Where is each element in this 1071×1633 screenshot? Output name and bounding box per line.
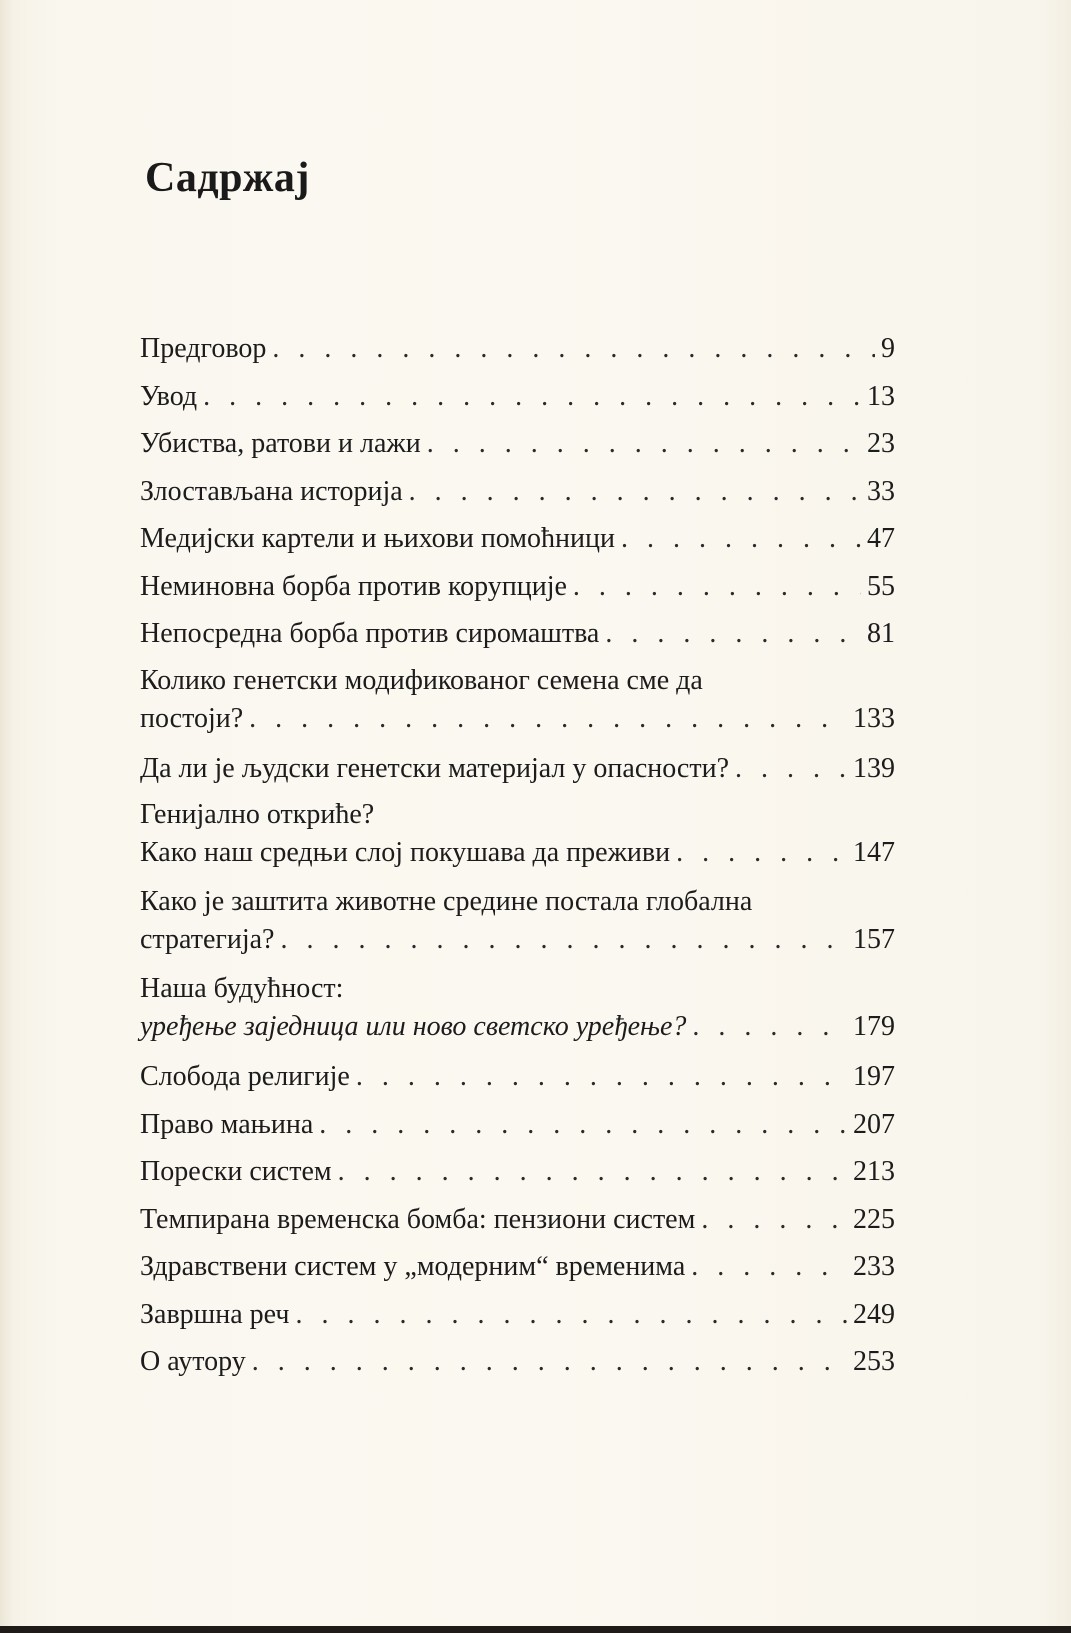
dot-leader [692,1007,847,1047]
dot-leader [249,699,847,739]
dot-leader [621,515,861,563]
toc-entry-fight-poverty [140,610,895,658]
toc-entry-preface [140,325,895,373]
toc-page-number: 197 [853,1061,895,1092]
dot-leader [701,1196,847,1244]
toc-page-number: 47 [867,523,895,554]
toc-entry-title: Право мањина [140,1108,314,1140]
dot-leader [356,1053,847,1101]
toc-page-number: 23 [867,428,895,459]
toc-page-number: 213 [853,1156,895,1187]
toc-entry-title: Непосредна борба против сиромаштва [140,618,600,649]
toc-entry-about-author [140,1338,895,1386]
toc-entry-title-line: Генијално откриће? [140,799,375,830]
toc-page-number: 147 [853,837,895,868]
dot-leader [691,1243,847,1291]
table-of-contents [140,325,895,1386]
toc-entry-environment [140,879,895,966]
dot-leader [272,325,875,373]
toc-page-number: 179 [853,1011,895,1042]
toc-page-number: 13 [867,380,895,412]
toc-entry-title: Убиства, ратови и лажи [140,428,421,459]
toc-entry-abused-history [140,468,895,516]
toc-page-number: 253 [853,1346,895,1377]
toc-entry-pension-system [140,1196,895,1244]
toc-entry-title: Завршна реч [140,1298,290,1330]
toc-entry-title-line: Како је заштита животне средине постала глобална [140,886,753,917]
toc-entry-title: уређење заједница или ново светско уређење? [140,1011,687,1042]
toc-entry-title: стратегија? [140,924,275,955]
dot-leader [605,610,861,658]
toc-page-number: 225 [853,1203,895,1235]
toc-entry-title: Порески систем [140,1156,332,1187]
toc-entry-title: Темпирана временска бомба: пензиони систем [140,1203,696,1235]
toc-entry-minorities [140,1101,895,1149]
toc-entry-title-line: Наша будућност: [140,973,344,1004]
dot-leader [573,563,861,611]
toc-entry-middle-class [140,792,895,879]
toc-entry-media-cartels [140,515,895,563]
dot-leader [295,1291,847,1339]
toc-page-number: 139 [853,752,895,784]
page-title: Садржај [145,155,310,201]
toc-entry-title: Медијски картели и њихови помоћници [140,523,615,554]
toc-page-number: 55 [867,570,895,602]
toc-page-number: 9 [881,333,895,364]
toc-entry-human-genetic-material [140,745,895,793]
toc-entry-title: Увод [140,380,198,412]
dot-leader [280,920,847,960]
dot-leader [735,745,847,793]
dot-leader [427,420,861,468]
toc-entry-title: постоји? [140,702,244,734]
dot-leader [338,1148,847,1196]
toc-entry-title-line: Колико генетски модификованог семена сме да [140,664,703,696]
toc-entry-title: Да ли је људски генетски материјал у опасности? [140,752,729,784]
toc-page-number: 233 [853,1251,895,1282]
dot-leader [203,373,861,421]
toc-entry-title: Здравствени систем у „модерним“ временима [140,1251,686,1282]
dot-leader [676,833,847,873]
toc-page-number: 207 [853,1108,895,1140]
dot-leader [252,1338,847,1386]
toc-entry-title: Предговор [140,333,267,364]
toc-entry-introduction [140,373,895,421]
toc-page-number: 157 [853,924,895,955]
toc-entry-gm-seeds [140,658,895,745]
toc-page-number: 81 [867,618,895,649]
page-bottom-edge [0,1626,1071,1633]
toc-entry-title: Како наш средњи слој покушава да преживи [140,837,671,868]
toc-entry-title: Злостављана историја [140,475,403,507]
toc-entry-title: Слобода религије [140,1061,350,1092]
toc-entry-health-system [140,1243,895,1291]
toc-entry-fight-corruption [140,563,895,611]
toc-entry-title: О аутору [140,1346,246,1377]
toc-page-number: 133 [853,702,895,734]
toc-page-number: 249 [853,1298,895,1330]
toc-entry-religion [140,1053,895,1101]
toc-page-number: 33 [867,475,895,507]
toc-entry-title: Неминовна борба против корупције [140,570,567,602]
toc-entry-our-future [140,966,895,1053]
toc-entry-murders-wars-lies [140,420,895,468]
dot-leader [409,468,861,516]
toc-entry-tax-system [140,1148,895,1196]
toc-entry-afterword [140,1291,895,1339]
dot-leader [319,1101,847,1149]
